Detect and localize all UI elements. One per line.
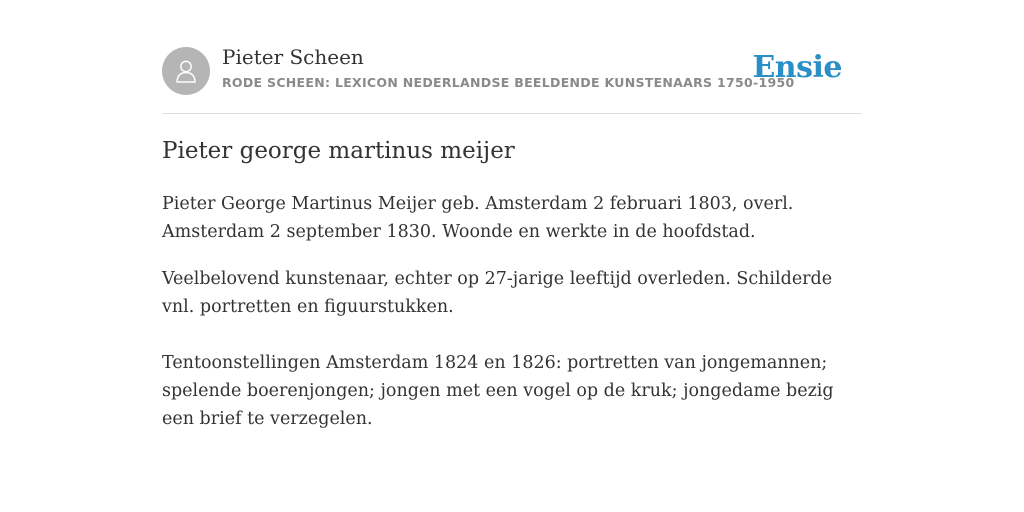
header bbox=[162, 0, 862, 114]
ensie-logo[interactable]: Ensie bbox=[752, 50, 842, 85]
article-paragraph: Pieter George Martinus Meijer geb. Amsterdam 2 februari 1803, overl. Amsterdam 2 september 1830. Woonde en werkte in de hoofdstad. bbox=[162, 194, 794, 242]
source-title[interactable]: RODE SCHEEN: LEXICON NEDERLANDSE BEELDENDE KUNSTENAARS 1750-1950 bbox=[222, 75, 795, 90]
avatar[interactable] bbox=[162, 47, 210, 95]
author-name[interactable]: Pieter Scheen bbox=[222, 45, 364, 69]
page-title: Pieter george martinus meijer bbox=[162, 138, 515, 164]
article-paragraph: Veelbelovend kunstenaar, echter op 27-jarige leeftijd overleden. Schilderde vnl. portretten en figuurstukken. bbox=[162, 269, 833, 317]
article-paragraph: Tentoonstellingen Amsterdam 1824 en 1826: portretten van jongemannen; spelende boerenjongen; jongen met een vogel op de kruk; jongedame bezig een brief te verzegelen. bbox=[162, 353, 834, 429]
page bbox=[162, 0, 862, 429]
user-avatar-icon bbox=[173, 58, 199, 84]
